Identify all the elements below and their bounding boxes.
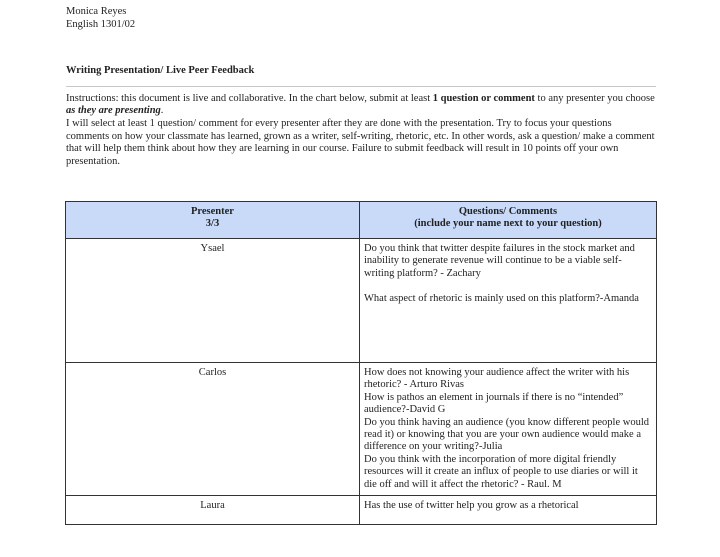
document-page <box>66 6 656 168</box>
comments-cell[interactable] <box>360 496 657 525</box>
instructions-block <box>66 93 656 169</box>
table-header-row <box>66 202 657 239</box>
table-row <box>66 496 657 525</box>
instructions-emphasis: as they are presenting <box>66 105 161 117</box>
comment-entry: Do you think having an audience (you know different people would read it) or knowing that you are your own audience would make a difference on your writing?-Julia <box>364 416 649 453</box>
instructions-paragraph-2: I will select at least 1 question/ comment for every presenter after they are done with the presentation. Try to focus your questions comments on how your classmate has learned, grown as a writer, self-writing, rhetoric, etc. In other words, ask a question/ make a comment that will help them think about how they are learning in our course. Failure to submit feedback will result in 10 points off your own presentation. <box>66 117 655 167</box>
table-row <box>66 363 657 496</box>
comments-header-note: (include your name next to your question) <box>414 218 602 230</box>
comments-column-header <box>360 202 657 239</box>
course-name: English 1301/02 <box>66 18 136 30</box>
presenter-header-count: 3/3 <box>205 218 220 230</box>
comment-entry: Has the use of twitter help you grow as a rhetorical <box>364 500 579 512</box>
instructions-paragraph-1 <box>66 93 656 118</box>
comments-header-label: Questions/ Comments <box>458 206 558 217</box>
instructions-text-2: to any presenter you choose <box>534 92 655 104</box>
presenter-cell[interactable]: Laura <box>66 496 360 525</box>
table-row <box>66 239 657 363</box>
author-name: Monica Reyes <box>66 6 127 17</box>
comments-cell[interactable] <box>360 363 657 496</box>
instructions-text-1: Instructions: this document is live and collaborative. In the chart below, submit at least <box>66 92 433 104</box>
presenter-cell[interactable]: Ysael <box>66 239 360 363</box>
comment-entry: How does not knowing your audience affect the writer with his rhetoric? - Arturo Rivas <box>364 367 630 391</box>
comment-entry: Do you think with the incorporation of more digital friendly resources will it create an influx of people to use diaries or will it die off and will it affect the rhetoric? - Raul. M <box>364 453 638 490</box>
comment-entry: What aspect of rhetoric is mainly used on this platform?-Amanda <box>364 292 639 304</box>
instructions-text-3: . <box>160 105 164 117</box>
document-title: Writing Presentation/ Live Peer Feedback <box>66 65 255 77</box>
presenter-header-label: Presenter <box>191 206 234 217</box>
comments-cell[interactable] <box>360 239 657 363</box>
comment-entry: Do you think that twitter despite failures in the stock market and inability to generate revenue will continue to be a viable self-writing platform? - Zachary <box>364 243 635 279</box>
feedback-table <box>65 201 657 525</box>
instructions-bold-requirement: 1 question or comment <box>432 92 535 104</box>
title-divider <box>66 86 656 87</box>
presenter-cell[interactable]: Carlos <box>66 363 360 496</box>
presenter-column-header <box>66 202 360 239</box>
comment-entry: How is pathos an element in journals if there is no “intended” audience?-David G <box>364 391 624 416</box>
